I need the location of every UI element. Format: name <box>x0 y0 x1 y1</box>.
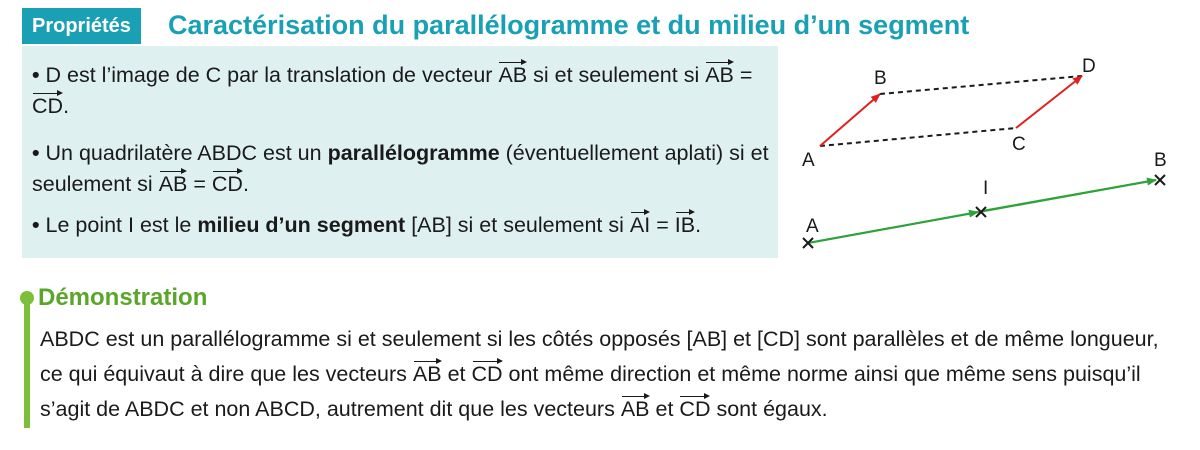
point-a-label: A <box>806 216 819 237</box>
demo-text-part: et <box>655 397 674 421</box>
bullet: • <box>32 63 40 87</box>
vector-cd-arrow <box>1016 76 1082 128</box>
property-text: (éventuellement aplati) si et seulement si <box>32 141 769 196</box>
point-b-cross <box>1155 175 1165 185</box>
point-b-label: B <box>874 68 887 89</box>
equals-sign: = <box>739 63 753 87</box>
bullet: • <box>32 213 40 237</box>
period: . <box>242 172 249 196</box>
bold-term: parallélogramme <box>327 141 500 165</box>
vector-ab: AB <box>621 394 650 420</box>
demo-text-part: ont même direction et même norme ainsi que même sens puisqu’il s’agit de ABDC et non ABCD, autrement dit que les vecteurs <box>40 362 1141 421</box>
page-title: Caractérisation du parallélogramme et du milieu d’un segment <box>168 10 970 40</box>
vector-cd: CD <box>212 169 243 195</box>
point-i-label: I <box>983 178 989 199</box>
point-d-label: D <box>1082 56 1096 77</box>
vector-cd: CD <box>679 394 710 420</box>
vector-ib: IB <box>675 210 695 236</box>
equals-sign: = <box>193 172 206 196</box>
vector-ab-arrow <box>820 94 880 146</box>
demo-text-part: et <box>447 362 466 386</box>
side-bd-dashed <box>880 76 1082 94</box>
period: . <box>695 213 702 237</box>
vector-cd: CD <box>32 91 63 117</box>
vector-ab: AB <box>159 169 188 195</box>
point-b-label: B <box>1154 150 1167 171</box>
property-text: D est l’image de C par la translation de vecteur <box>45 63 493 87</box>
demonstration-heading: Démonstration <box>38 284 208 311</box>
vector-ib-arrow <box>982 180 1156 211</box>
property-text: Le point I est le <box>45 213 192 237</box>
property-parallelogram <box>32 138 770 200</box>
property-text: Un quadrilatère ABDC est un <box>45 141 322 165</box>
vector-ab: AB <box>498 60 527 86</box>
properties-box <box>22 46 778 258</box>
property-text: si et seulement si <box>533 63 700 87</box>
vector-ab: AB <box>413 359 442 385</box>
vector-ab: AB <box>705 60 734 86</box>
bullet: • <box>32 141 40 165</box>
demo-text-part: ABDC est un parallélogramme si et seulement si les côtés opposés [AB] et [CD] sont parallèles et de même longueur, ce qui équivaut à dire que les vecteurs <box>40 327 1159 386</box>
equals-sign: = <box>656 213 669 237</box>
demonstration-dot <box>20 291 34 305</box>
side-ac-dashed <box>820 128 1016 146</box>
demonstration-text <box>40 322 1180 427</box>
point-c-label: C <box>1012 134 1026 155</box>
parallelogram-figure <box>802 56 1096 171</box>
vector-ai-arrow <box>808 212 978 243</box>
property-text: [AB] si et seulement si <box>411 213 624 237</box>
vector-figures <box>790 46 1190 266</box>
property-midpoint <box>32 210 770 241</box>
period: . <box>63 94 70 118</box>
vector-cd: CD <box>472 359 503 385</box>
demo-text-part: sont égaux. <box>716 397 828 421</box>
properties-badge: Propriétés <box>22 8 141 44</box>
property-translation <box>32 60 770 122</box>
midpoint-figure <box>803 150 1167 248</box>
demonstration-bar <box>24 292 30 428</box>
bold-term: milieu d’un segment <box>197 213 406 237</box>
point-a-label: A <box>802 150 815 171</box>
vector-ai: AI <box>630 210 650 236</box>
